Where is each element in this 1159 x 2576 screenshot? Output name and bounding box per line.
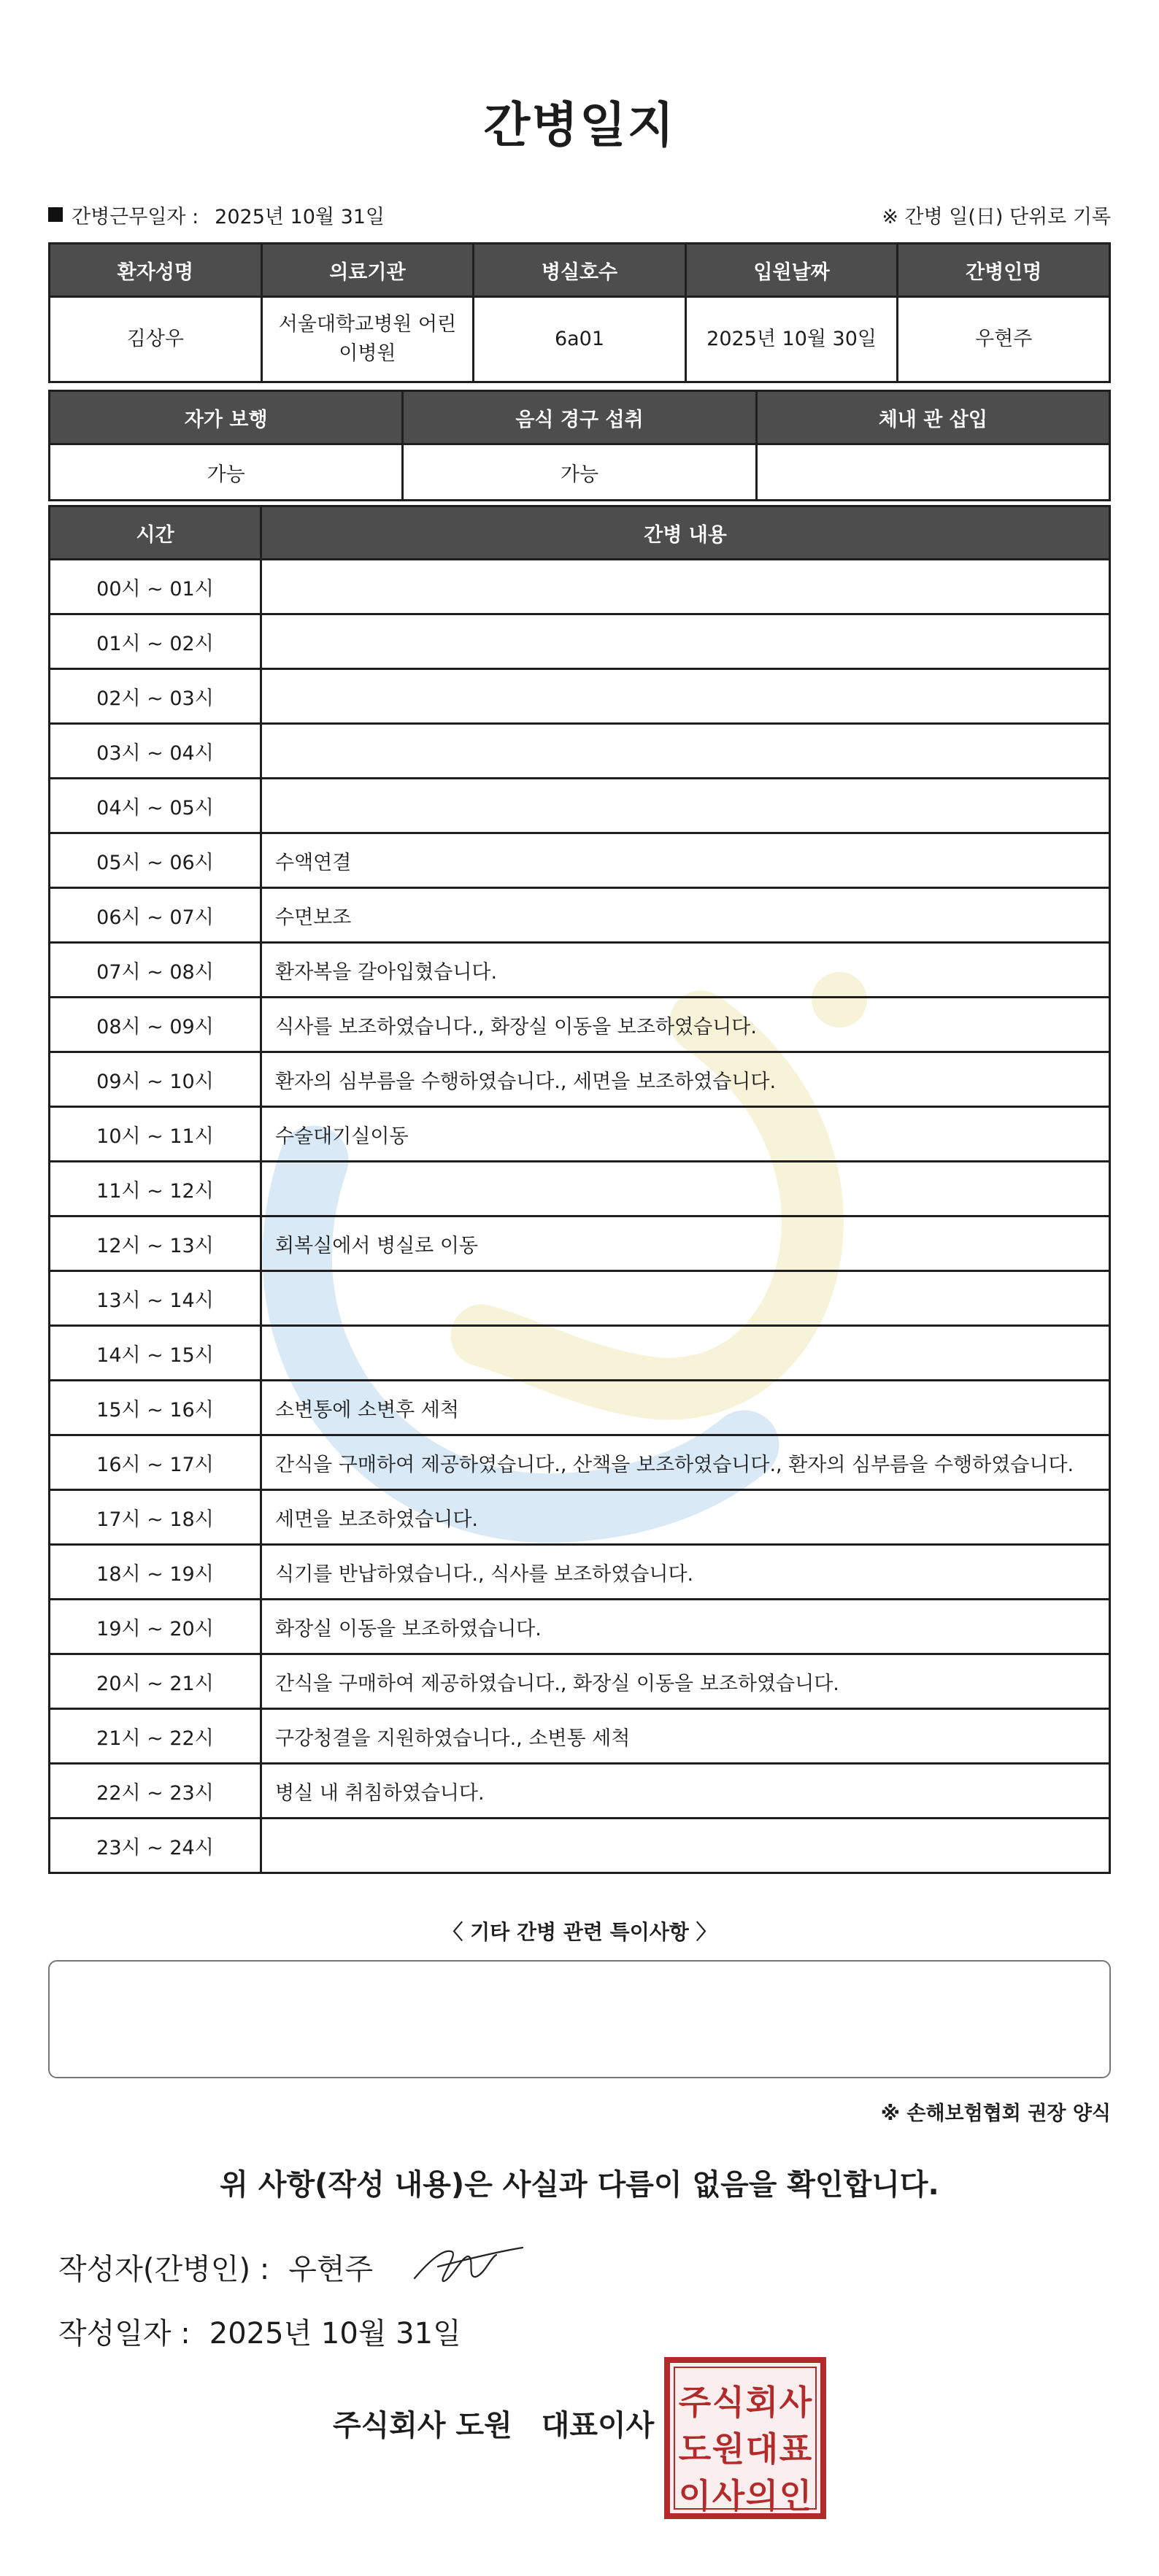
svg-text:도: 도	[678, 2429, 712, 2469]
care-log-time: 07시 ~ 08시	[50, 943, 261, 998]
square-bullet-icon	[48, 207, 63, 222]
care-log-row	[50, 724, 1110, 779]
care-log-row	[50, 998, 1110, 1052]
care-log-row	[50, 779, 1110, 833]
care-log-row	[50, 614, 1110, 669]
company-seal-icon	[664, 2357, 826, 2519]
care-log-time: 03시 ~ 04시	[50, 724, 261, 779]
work-date-label: 간병근무일자 :	[72, 205, 199, 228]
care-log-row	[50, 888, 1110, 943]
patient-info-value-row	[50, 297, 1110, 382]
document-title: 간병일지	[483, 97, 676, 153]
special-notes-title: 〈 기타 간병 관련 특이사항 〉	[442, 1920, 717, 1944]
room-number-value: 6a01	[474, 297, 686, 382]
care-log-time: 23시 ~ 24시	[50, 1819, 261, 1873]
care-log-time: 20시 ~ 21시	[50, 1654, 261, 1709]
admission-date-header: 입원날짜	[685, 244, 898, 297]
care-log-content: 화장실 이동을 보조하였습니다.	[261, 1600, 1110, 1654]
writer-name: 우현주	[288, 2253, 374, 2286]
care-log-row	[50, 1271, 1110, 1326]
care-log-content: 식사를 보조하였습니다., 화장실 이동을 보조하였습니다.	[261, 998, 1110, 1052]
care-log-row	[50, 1052, 1110, 1107]
care-log-body	[50, 560, 1110, 1873]
care-log-row	[50, 560, 1110, 614]
care-log-content	[261, 724, 1110, 779]
care-log-content	[261, 1819, 1110, 1873]
care-log-row	[50, 943, 1110, 998]
svg-text:사: 사	[712, 2476, 745, 2515]
care-log-content	[261, 1162, 1110, 1216]
svg-text:원: 원	[712, 2429, 745, 2469]
confirmation-statement: 위 사항(작성 내용)은 사실과 다름이 없음을 확인합니다.	[220, 2168, 939, 2202]
admission-date-value: 2025년 10월 30일	[685, 297, 898, 382]
care-log-content: 수면보조	[261, 888, 1110, 943]
patient-name-header: 환자성명	[50, 244, 262, 297]
patient-info-header-row	[50, 244, 1110, 297]
care-log-table	[48, 505, 1111, 1874]
self-walking-value: 가능	[50, 444, 403, 501]
care-log-content: 병실 내 취침하였습니다.	[261, 1764, 1110, 1819]
care-log-content: 회복실에서 병실로 이동	[261, 1216, 1110, 1271]
care-log-content: 환자복을 갈아입혔습니다.	[261, 943, 1110, 998]
care-log-time: 14시 ~ 15시	[50, 1326, 261, 1381]
care-log-content: 식기를 반납하였습니다., 식사를 보조하였습니다.	[261, 1545, 1110, 1600]
svg-text:표: 표	[779, 2429, 812, 2469]
writer-label: 작성자(간병인) :	[58, 2253, 270, 2286]
care-log-row	[50, 1435, 1110, 1490]
care-log-row	[50, 1545, 1110, 1600]
care-log-row	[50, 1490, 1110, 1545]
patient-status-value-row	[50, 444, 1110, 501]
care-log-time: 01시 ~ 02시	[50, 614, 261, 669]
work-date-value: 2025년 10월 31일	[215, 205, 385, 228]
care-log-row	[50, 1381, 1110, 1435]
oral-intake-value: 가능	[403, 444, 756, 501]
write-date-value: 2025년 10월 31일	[209, 2317, 461, 2351]
care-log-row	[50, 1216, 1110, 1271]
room-number-header: 병실호수	[474, 244, 686, 297]
svg-text:사: 사	[779, 2383, 812, 2422]
hospital-header: 의료기관	[261, 244, 474, 297]
care-log-time: 09시 ~ 10시	[50, 1052, 261, 1107]
patient-status-header-row	[50, 391, 1110, 444]
care-log-time: 10시 ~ 11시	[50, 1107, 261, 1162]
care-log-row	[50, 1764, 1110, 1819]
caregiver-name-value: 우현주	[898, 297, 1110, 382]
svg-text:의: 의	[745, 2476, 779, 2515]
special-notes-box	[48, 1960, 1111, 2078]
care-log-time: 08시 ~ 09시	[50, 998, 261, 1052]
care-log-row	[50, 1326, 1110, 1381]
caregiver-name-header: 간병인명	[898, 244, 1110, 297]
care-log-content	[261, 1326, 1110, 1381]
care-log-content: 소변통에 소변후 세척	[261, 1381, 1110, 1435]
signature-icon	[409, 2237, 525, 2288]
care-log-time: 13시 ~ 14시	[50, 1271, 261, 1326]
company-name: 주식회사 도원	[333, 2409, 512, 2442]
svg-text:대: 대	[745, 2429, 779, 2469]
daily-record-note: ※ 간병 일(日) 단위로 기록	[882, 205, 1111, 228]
hospital-value: 서울대학교병원 어린이병원	[261, 297, 474, 382]
care-log-row	[50, 1819, 1110, 1873]
care-log-content: 수술대기실이동	[261, 1107, 1110, 1162]
care-log-time: 06시 ~ 07시	[50, 888, 261, 943]
tube-insertion-value	[756, 444, 1109, 501]
care-log-row	[50, 833, 1110, 888]
writer-line	[58, 2246, 373, 2288]
self-walking-header: 자가 보행	[50, 391, 403, 444]
recommended-form-note: ※ 손해보험협회 권장 양식	[880, 2102, 1111, 2125]
care-log-time: 05시 ~ 06시	[50, 833, 261, 888]
care-log-time: 19시 ~ 20시	[50, 1600, 261, 1654]
care-content-header: 간병 내용	[261, 506, 1110, 560]
care-log-content: 간식을 구매하여 제공하였습니다., 산책을 보조하였습니다., 환자의 심부름을 수행하였습니다.	[261, 1435, 1110, 1490]
svg-text:이: 이	[678, 2476, 712, 2515]
time-header: 시간	[50, 506, 261, 560]
care-log-time: 00시 ~ 01시	[50, 560, 261, 614]
care-log-header-row	[50, 506, 1110, 560]
care-log-row	[50, 1654, 1110, 1709]
care-log-row	[50, 669, 1110, 724]
care-log-content: 세면을 보조하였습니다.	[261, 1490, 1110, 1545]
care-log-time: 16시 ~ 17시	[50, 1435, 261, 1490]
patient-name-value: 김상우	[50, 297, 262, 382]
oral-intake-header: 음식 경구 섭취	[403, 391, 756, 444]
work-date-row	[48, 198, 1111, 231]
care-log-content	[261, 669, 1110, 724]
care-log-content	[261, 1271, 1110, 1326]
representative-title: 대표이사	[541, 2409, 655, 2442]
care-log-content: 환자의 심부름을 수행하였습니다., 세면을 보조하였습니다.	[261, 1052, 1110, 1107]
care-log-row	[50, 1600, 1110, 1654]
care-log-time: 11시 ~ 12시	[50, 1162, 261, 1216]
svg-text:주: 주	[678, 2383, 712, 2422]
care-log-row	[50, 1107, 1110, 1162]
svg-text:회: 회	[745, 2383, 779, 2422]
care-log-content	[261, 614, 1110, 669]
tube-insertion-header: 체내 관 삽입	[756, 391, 1109, 444]
care-log-time: 12시 ~ 13시	[50, 1216, 261, 1271]
care-log-content	[261, 560, 1110, 614]
care-log-time: 21시 ~ 22시	[50, 1709, 261, 1764]
svg-text:인: 인	[779, 2476, 812, 2515]
care-log-row	[50, 1709, 1110, 1764]
write-date-label: 작성일자 :	[58, 2317, 190, 2351]
care-log-time: 22시 ~ 23시	[50, 1764, 261, 1819]
care-log-content: 간식을 구매하여 제공하였습니다., 화장실 이동을 보조하였습니다.	[261, 1654, 1110, 1709]
care-log-time: 17시 ~ 18시	[50, 1490, 261, 1545]
care-log-row	[50, 1162, 1110, 1216]
patient-info-table	[48, 242, 1111, 383]
care-log-time: 02시 ~ 03시	[50, 669, 261, 724]
patient-status-table	[48, 390, 1111, 501]
care-log-content: 구강청결을 지원하였습니다., 소변통 세척	[261, 1709, 1110, 1764]
company-line	[333, 2402, 654, 2444]
svg-text:식: 식	[712, 2383, 745, 2422]
care-log-time: 15시 ~ 16시	[50, 1381, 261, 1435]
care-log-content: 수액연결	[261, 833, 1110, 888]
care-log-time: 18시 ~ 19시	[50, 1545, 261, 1600]
write-date-line	[58, 2310, 461, 2352]
care-log-time: 04시 ~ 05시	[50, 779, 261, 833]
care-log-content	[261, 779, 1110, 833]
